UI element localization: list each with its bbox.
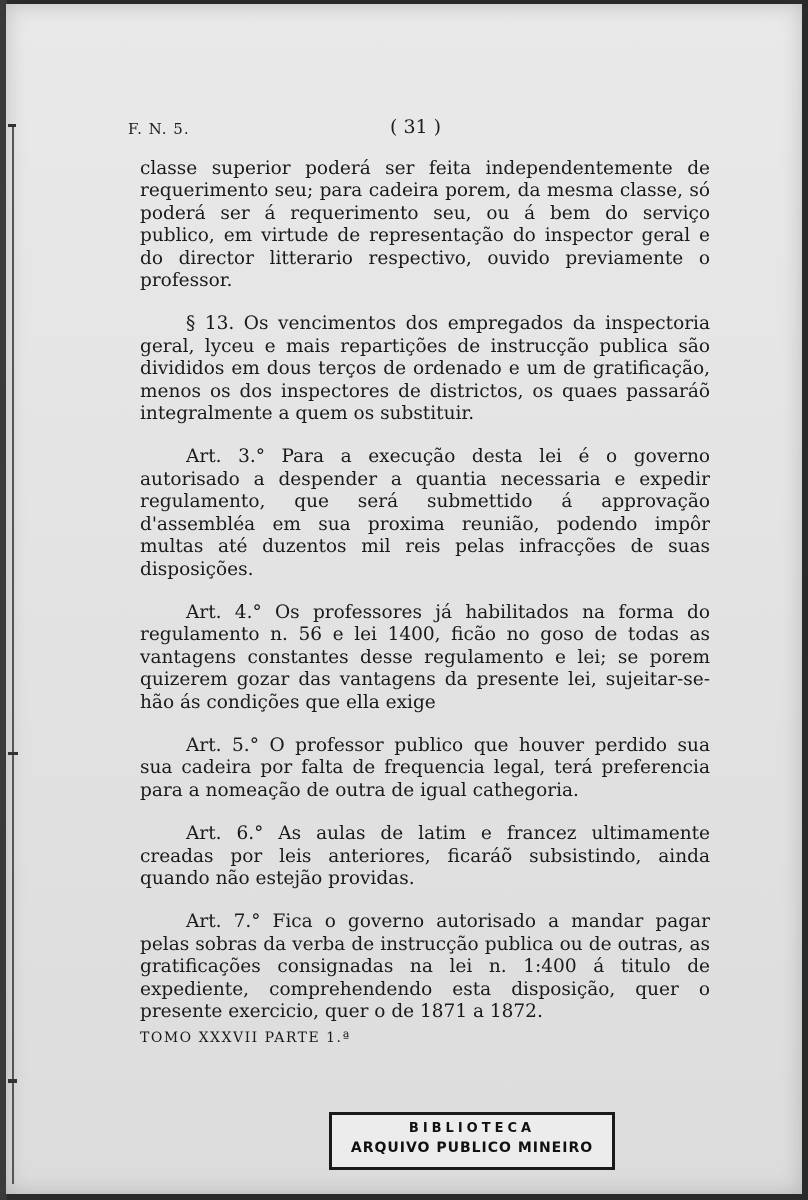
document-page <box>6 4 802 1194</box>
paragraph-art-5: Art. 5.° O professor publico que houver perdido sua sua cadeira por falta de frequencia legal, terá preferencia para a nomeação de outra de igual cathegoria. <box>140 734 710 801</box>
stamp-line-2: ARQUIVO PUBLICO MINEIRO <box>350 1140 594 1156</box>
margin-mark <box>8 124 16 127</box>
binding-edge <box>12 124 14 1184</box>
margin-mark <box>8 752 18 755</box>
header-signature: F. N. 5. <box>128 120 190 138</box>
paragraph-section-13: § 13. Os vencimentos dos empregados da inspectoria geral, lyceu e mais repartições de instrucção publica são divididos em dous terços de ordenado e um de gratificação, menos os dos inspectores de districtos, os quaes passaráõ integralmente a quem os substituir. <box>140 313 710 425</box>
paragraph-art-6: Art. 6.° As aulas de latim e francez ultimamente creadas por leis anteriores, ficaráõ subsistindo, ainda quando não estejão providas. <box>140 823 710 889</box>
margin-mark <box>8 1079 17 1083</box>
page-header <box>128 116 728 142</box>
page-number: ( 31 ) <box>390 116 442 138</box>
paragraph-art-4: Art. 4.° Os professores já habilitados na forma do regulamento n. 56 e lei 1400, ficão no goso de todas as vantagens constantes desse regulamento e lei; se porem quizerem gozar das vantagens da presente lei, sujeitar-se-hão ás condições que ella exige <box>140 601 710 713</box>
stamp-line-1: BIBLIOTECA <box>408 1121 536 1136</box>
library-stamp <box>329 1112 615 1170</box>
paragraph-art-7: Art. 7.° Fica o governo autorisado a mandar pagar pelas sobras da verba de instrucção publica ou de outras, as gratificações consignadas na lei n. 1:400 á titulo de expediente, comprehendendo esta disposição, quer o presente exercicio, quer o de 1871 a 1872. <box>140 911 710 1022</box>
body-text <box>140 158 710 1050</box>
paragraph-continuation: classe superior poderá ser feita independentemente de requerimento seu; para cadeira porem, da mesma classe, só poderá ser á requerimento seu, ou á bem do serviço publico, em virtude de representação do inspector geral e do director litterario respectivo, ouvido previamente o professor. <box>140 158 710 292</box>
paragraph-art-3: Art. 3.° Para a execução desta lei é o governo autorisado a despender a quantia necessaria e expedir regulamento, que será submettido á approvação d'assembléa em sua proxima reunião, podendo impôr multas até duzentos mil reis pelas infracções de suas disposições. <box>140 446 710 580</box>
footer-signature: TOMO XXXVII PARTE 1.ª <box>140 1030 351 1047</box>
